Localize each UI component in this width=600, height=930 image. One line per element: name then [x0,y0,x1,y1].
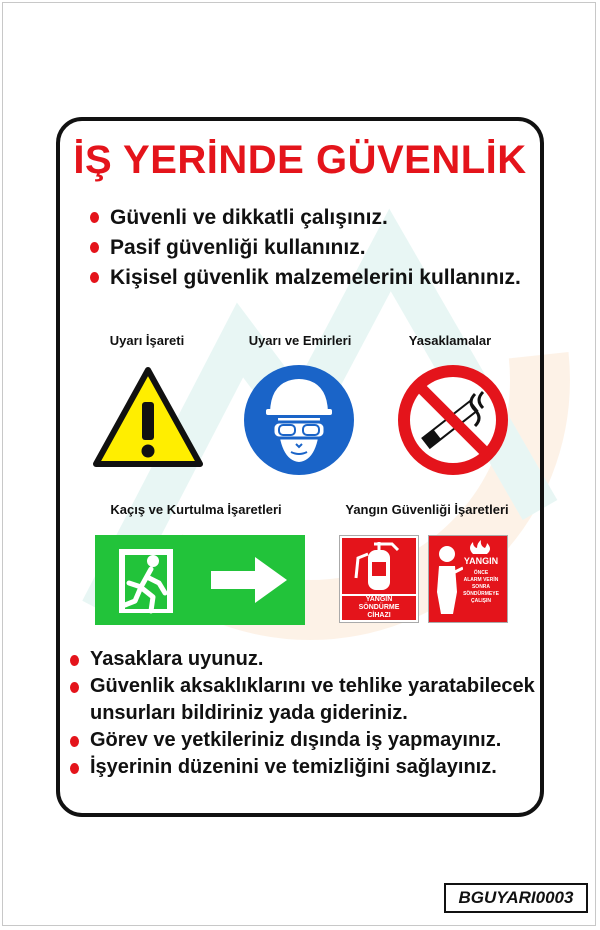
list-item: Görev ve yetkileriniz dışında iş yapmayınız. [66,727,536,754]
alarm-line-2: ALARM VERİN [463,577,499,583]
list-item: Güvenlik aksaklıklarını ve tehlike yaratabilecek unsurları bildiriniz yada gideriniz. [66,673,536,727]
fire-extinguisher-icon [342,538,416,594]
product-code: BGUYARI0003 [444,883,588,913]
caption-warning: Uyarı İşareti [109,333,185,348]
caption-mandatory: Uyarı ve Emirleri [248,333,352,348]
alarm-title: YANGIN [463,556,499,566]
caption-fire: Yangın Güvenliği İşaretleri [345,502,509,517]
bottom-rules-list [66,646,536,781]
sign-title: İŞ YERİNDE GÜVENLİK [73,138,527,182]
list-item: Pasif güvenliği kullanınız. [86,233,521,263]
fire-extinguisher-sign [339,535,419,623]
alarm-line-5: ÇALIŞIN [471,598,491,604]
list-item: Güvenli ve dikkatli çalışınız. [86,203,521,233]
alarm-line-3: SONRA [471,584,491,590]
list-item: İşyerinin düzenini ve temizliğini sağlayınız. [66,754,536,781]
emergency-exit-icon [95,535,305,625]
caption-prohibition: Yasaklamalar [408,333,492,348]
helmet-goggles-icon [243,364,355,476]
extinguisher-label-3: CİHAZI [367,612,391,619]
flame-icon [465,539,495,555]
fire-alarm-sign [428,535,508,623]
list-item: Yasaklara uyunuz. [66,646,536,673]
extinguisher-label-1: YANGIN [365,596,393,603]
alarm-line-4: SÖNDÜRMEYE [463,591,499,597]
list-item: Kişisel güvenlik malzemelerini kullanınız. [86,263,521,293]
warning-triangle-icon [92,366,204,470]
caption-escape: Kaçış ve Kurtulma İşaretleri [110,502,282,517]
no-smoking-icon [397,364,509,476]
top-rules-list [86,203,521,293]
alarm-line-1: ÖNCE [473,570,489,576]
extinguisher-label-2: SÖNDÜRME [358,604,400,611]
